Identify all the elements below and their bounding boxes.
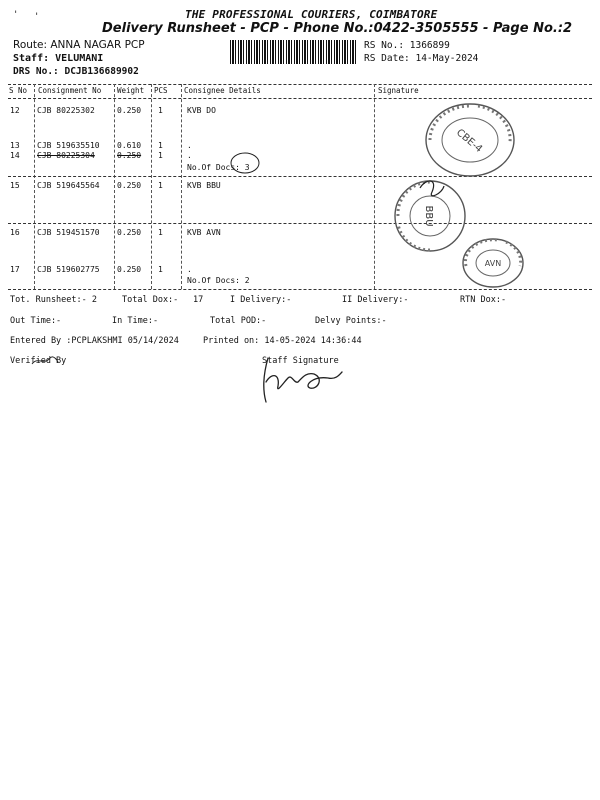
table-row-pcs: 1 xyxy=(158,181,163,190)
col-rule-1 xyxy=(34,84,35,289)
col-header-pcs: PCS xyxy=(154,86,168,95)
table-row-sno: 13 xyxy=(10,141,20,150)
first-delivery: I Delivery:- xyxy=(230,295,292,305)
staff-label: Staff: VELUMANI xyxy=(13,53,104,64)
barcode xyxy=(230,40,356,64)
rs-number: RS No.: 1366899 xyxy=(364,40,450,51)
svg-text:BBU: BBU xyxy=(423,205,434,227)
col-header-consignee: Consignee Details xyxy=(184,86,261,95)
table-row-consignment: CJB 80225302 xyxy=(37,106,95,115)
table-row-sno: 15 xyxy=(10,181,20,190)
corner-mark-right: ' xyxy=(34,12,40,22)
rs-date: RS Date: 14-May-2024 xyxy=(364,53,479,64)
verified-by: Verified By xyxy=(10,356,67,366)
rtn-dox: RTN Dox:- xyxy=(460,295,507,305)
docs-count-1: No.Of Docs: 3 xyxy=(187,163,250,172)
col-rule-2 xyxy=(114,84,115,289)
docs-circle-mark xyxy=(228,150,262,176)
svg-text:CBE-4: CBE-4 xyxy=(453,127,485,156)
table-row-consignment: CJB 519645564 xyxy=(37,181,100,190)
staff-signature-scribble xyxy=(258,352,348,406)
route-label: Route: ANNA NAGAR PCP xyxy=(13,39,145,51)
total-dox-value: 17 xyxy=(193,295,204,305)
table-row-weight: 0.610 xyxy=(117,141,142,150)
runsheet-subtitle: Delivery Runsheet - PCP - Phone No.:0422-3505555 - Page No.:2 xyxy=(102,21,573,36)
col-header-consignment: Consignment No xyxy=(38,86,102,95)
col-rule-3 xyxy=(151,84,152,289)
table-row-details: KVB BBU xyxy=(187,181,221,190)
col-header-sno: S No xyxy=(9,86,28,95)
table-row-details: . xyxy=(187,151,192,160)
docs-count-2: No.Of Docs: 2 xyxy=(187,276,250,285)
table-row-details: KVB AVN xyxy=(187,228,221,237)
table-row-consignment: CJB 519602775 xyxy=(37,265,100,274)
table-row-consignment: CJB 519635510 xyxy=(37,141,100,150)
delivery-points: Delvy Points:- xyxy=(315,316,387,326)
table-row-weight: 0.250 xyxy=(117,181,142,190)
in-time: In Time:- xyxy=(112,316,159,326)
table-row-details: . xyxy=(187,265,192,274)
total-runsheet: Tot. Runsheet:- 2 xyxy=(10,295,97,305)
printed-on: Printed on: 14-05-2024 14:36:44 xyxy=(203,336,362,346)
col-rule-4 xyxy=(181,84,182,289)
table-row-weight: 0.250 xyxy=(117,228,142,237)
out-time: Out Time:- xyxy=(10,316,62,326)
entered-by: Entered By :PCPLAKSHMI 05/14/2024 xyxy=(10,336,179,346)
svg-text:AVN: AVN xyxy=(484,259,502,268)
col-header-weight: Weight xyxy=(117,86,145,95)
second-delivery: II Delivery:- xyxy=(342,295,409,305)
col-rule-5 xyxy=(374,84,375,289)
table-row-sno: 16 xyxy=(10,228,20,237)
table-row-weight: 0.250 xyxy=(117,151,142,160)
total-dox-label: Total Dox:- xyxy=(122,295,179,305)
table-row-details: . xyxy=(187,141,192,150)
table-row-sno: 17 xyxy=(10,265,20,274)
table-row-pcs: 1 xyxy=(158,265,163,274)
table-row-pcs: 1 xyxy=(158,106,163,115)
staff-signature-label: Staff Signature xyxy=(262,356,339,366)
table-row-details: KVB DO xyxy=(187,106,216,115)
table-row-weight: 0.250 xyxy=(117,265,142,274)
verified-scribble xyxy=(30,354,60,368)
drs-label: DRS No.: DCJB136689902 xyxy=(13,66,139,77)
company-title: THE PROFESSIONAL COURIERS, COIMBATORE xyxy=(185,8,438,21)
table-row-weight: 0.250 xyxy=(117,106,142,115)
table-row-sno: 12 xyxy=(10,106,20,115)
table-row-consignment: CJB 519451570 xyxy=(37,228,100,237)
kvb-avn-stamp xyxy=(458,236,528,290)
col-header-signature: Signature xyxy=(378,86,419,95)
table-row-pcs: 1 xyxy=(158,141,163,150)
total-pod: Total POD:- xyxy=(210,316,267,326)
table-top-rule xyxy=(8,84,592,85)
table-row-consignment: CJB 80225304 xyxy=(37,151,95,160)
divisional-office-stamp xyxy=(420,98,520,182)
corner-mark-left: ' xyxy=(13,10,19,20)
table-row-pcs: 1 xyxy=(158,228,163,237)
table-row-pcs: 1 xyxy=(158,151,163,160)
table-row-sno: 14 xyxy=(10,151,20,160)
row-group-rule-2 xyxy=(8,223,592,224)
